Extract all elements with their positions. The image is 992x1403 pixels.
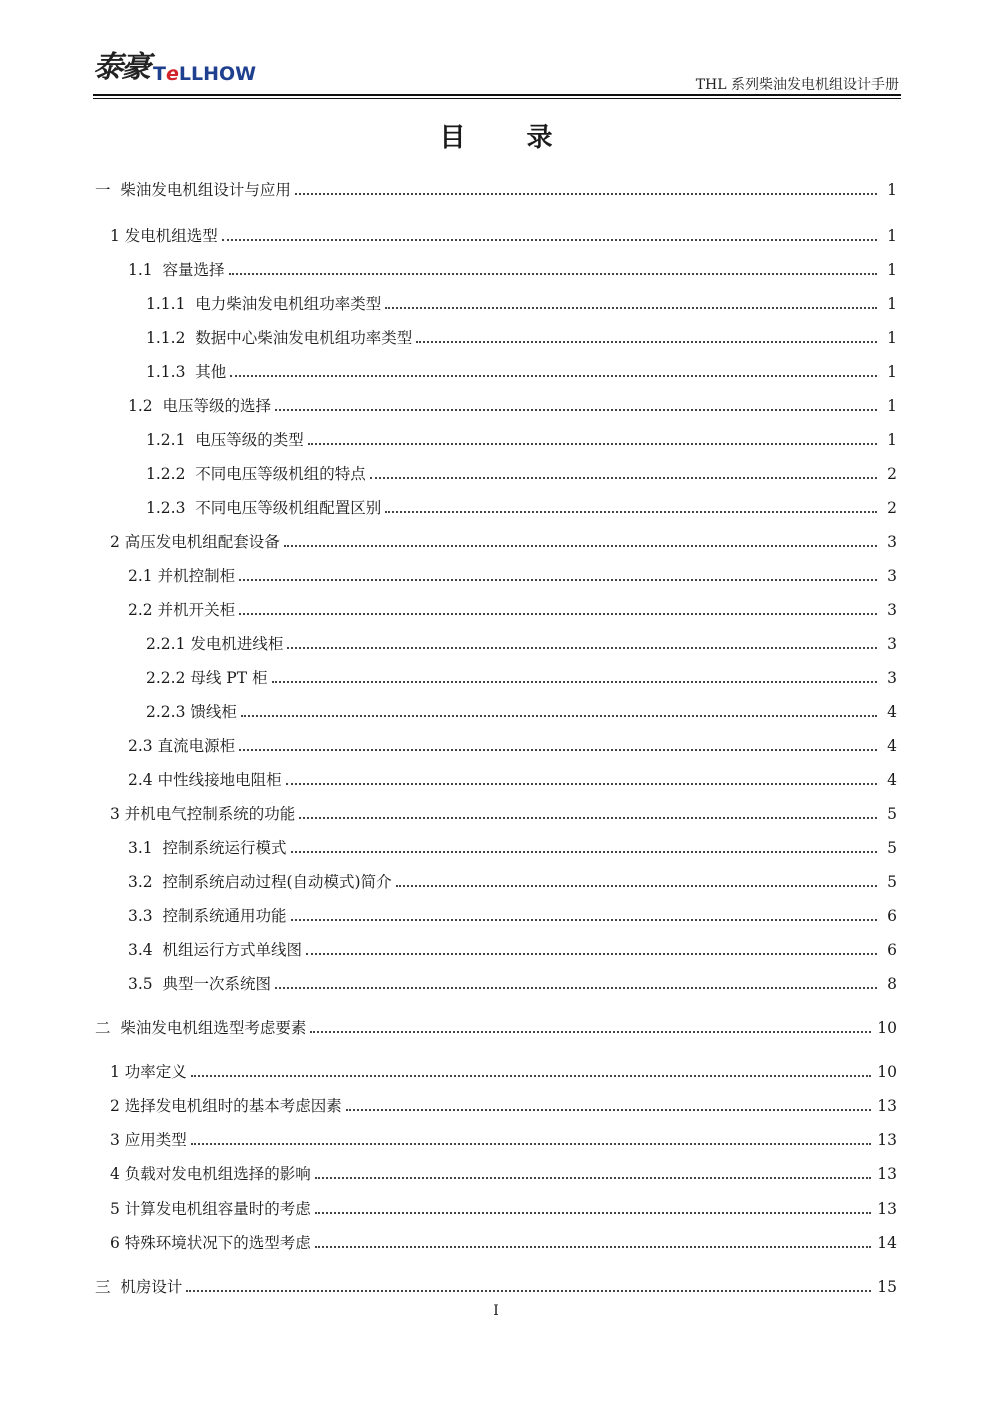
dot-leader [310, 1031, 871, 1033]
toc-entry-page: 1 [887, 329, 897, 347]
dot-leader [272, 681, 878, 683]
toc-entry-page: 3 [887, 669, 897, 687]
toc-entry-page: 1 [887, 181, 897, 199]
toc-entry[interactable] [146, 293, 897, 315]
toc-entry[interactable] [128, 565, 897, 587]
dot-leader [308, 443, 877, 445]
toc-entry-page: 4 [887, 737, 897, 755]
dot-leader [315, 1177, 871, 1179]
toc-entry-page: 10 [877, 1063, 897, 1081]
dot-leader [191, 1143, 871, 1145]
toc-entry[interactable] [146, 463, 897, 485]
toc-entry-label: 3.5 典型一次系统图 [128, 975, 272, 993]
toc-entry-label: 1.1.2 数据中心柴油发电机组功率类型 [146, 329, 413, 347]
toc-entry-page: 13 [877, 1097, 897, 1115]
toc-entry-label: 1.1.3 其他 [146, 363, 227, 381]
logo-chinese-text: 泰豪 [93, 50, 149, 85]
toc-entry[interactable] [110, 803, 897, 825]
dot-leader [191, 1075, 871, 1077]
toc-entry[interactable] [128, 973, 897, 995]
toc-entry-label: 2.1 并机控制柜 [128, 567, 236, 585]
toc-entry[interactable] [128, 837, 897, 859]
toc-entry-page: 13 [877, 1131, 897, 1149]
dot-leader [315, 1246, 871, 1248]
toc-entry-page: 5 [887, 839, 897, 857]
toc-entry-page: 4 [887, 703, 897, 721]
toc-entry-label: 2.4 中性线接地电阻柜 [128, 771, 282, 789]
dot-leader [287, 647, 877, 649]
toc-entry-label: 3 应用类型 [110, 1131, 187, 1149]
dot-leader [385, 511, 877, 513]
toc-entry-page: 14 [877, 1234, 897, 1252]
toc-entry-label: 2 高压发电机组配套设备 [110, 533, 280, 551]
toc-entry[interactable] [95, 1276, 897, 1298]
toc-entry-label: 1.1 容量选择 [128, 261, 225, 279]
dot-leader [222, 239, 877, 241]
toc-entry[interactable] [110, 531, 897, 553]
toc-entry-page: 4 [887, 771, 897, 789]
toc-entry[interactable] [110, 225, 897, 247]
toc-entry-label: 1.2 电压等级的选择 [128, 397, 272, 415]
toc-entry[interactable] [146, 497, 897, 519]
toc-entry[interactable] [146, 429, 897, 451]
toc-entry-label: 3.4 机组运行方式单线图 [128, 941, 303, 959]
toc-entry[interactable] [128, 395, 897, 417]
toc-entry[interactable] [110, 1129, 897, 1151]
toc-entry-page: 2 [887, 465, 897, 483]
document-title: THL 系列柴油发电机组设计手册 [695, 77, 899, 93]
toc-list [95, 0, 897, 1403]
toc-entry-label: 三 机房设计 [95, 1278, 183, 1296]
toc-entry[interactable] [110, 1095, 897, 1117]
dot-leader [295, 193, 877, 195]
dot-leader [284, 545, 877, 547]
dot-leader [286, 783, 877, 785]
toc-entry-page: 6 [887, 941, 897, 959]
dot-leader [239, 613, 877, 615]
toc-entry-label: 2.2 并机开关柜 [128, 601, 236, 619]
toc-entry-label: 3.1 控制系统运行模式 [128, 839, 287, 857]
dot-leader [315, 1212, 871, 1214]
toc-entry-page: 2 [887, 499, 897, 517]
toc-entry-page: 1 [887, 431, 897, 449]
dot-leader [306, 953, 877, 955]
toc-entry[interactable] [146, 327, 897, 349]
toc-entry-page: 15 [877, 1278, 897, 1296]
toc-entry-page: 10 [877, 1019, 897, 1037]
toc-entry-page: 1 [887, 295, 897, 313]
dot-leader [275, 409, 877, 411]
toc-entry[interactable] [110, 1232, 897, 1254]
toc-entry-label: 2.3 直流电源柜 [128, 737, 236, 755]
logo-english-text: TeLLHOW [153, 63, 257, 85]
toc-entry[interactable] [146, 701, 897, 723]
toc-entry-label: 一 柴油发电机组设计与应用 [95, 181, 291, 199]
dot-leader [370, 477, 877, 479]
toc-entry[interactable] [146, 633, 897, 655]
dot-leader [239, 579, 877, 581]
toc-entry-page: 5 [887, 805, 897, 823]
toc-entry[interactable] [110, 1198, 897, 1220]
toc-entry-label: 2.2.1 发电机进线柜 [146, 635, 284, 653]
toc-entry-page: 3 [887, 635, 897, 653]
dot-leader [241, 715, 877, 717]
dot-leader [291, 919, 877, 921]
dot-leader [396, 885, 877, 887]
toc-entry-page: 3 [887, 601, 897, 619]
toc-entry-page: 13 [877, 1165, 897, 1183]
toc-entry-label: 1 发电机组选型 [110, 227, 218, 245]
toc-entry[interactable] [110, 1061, 897, 1083]
toc-entry-page: 8 [887, 975, 897, 993]
toc-entry[interactable] [146, 361, 897, 383]
toc-entry-page: 1 [887, 397, 897, 415]
toc-entry[interactable] [128, 599, 897, 621]
dot-leader [385, 307, 877, 309]
toc-entry[interactable] [110, 1163, 897, 1185]
toc-entry[interactable] [128, 871, 897, 893]
toc-entry-label: 1.1.1 电力柴油发电机组功率类型 [146, 295, 382, 313]
toc-title: 目 录 [439, 123, 579, 153]
toc-entry[interactable] [95, 179, 897, 201]
dot-leader [416, 341, 877, 343]
dot-leader [299, 817, 877, 819]
toc-entry[interactable] [128, 735, 897, 757]
toc-entry-label: 1.2.3 不同电压等级机组配置区别 [146, 499, 382, 517]
toc-entry-label: 1.2.2 不同电压等级机组的特点 [146, 465, 366, 483]
dot-leader [186, 1290, 871, 1292]
toc-entry-page: 5 [887, 873, 897, 891]
toc-entry-label: 3.2 控制系统启动过程(自动模式)简介 [128, 873, 392, 891]
toc-entry-label: 5 计算发电机组容量时的考虑 [110, 1200, 311, 1218]
dot-leader [229, 273, 877, 275]
toc-entry-label: 3 并机电气控制系统的功能 [110, 805, 296, 823]
toc-entry-label: 4 负载对发电机组选择的影响 [110, 1165, 311, 1183]
dot-leader [275, 987, 877, 989]
toc-entry-page: 1 [887, 261, 897, 279]
toc-entry[interactable] [128, 905, 897, 927]
toc-entry-label: 1 功率定义 [110, 1063, 187, 1081]
dot-leader [291, 851, 877, 853]
page-number: I [493, 1303, 499, 1319]
toc-entry-label: 1.2.1 电压等级的类型 [146, 431, 304, 449]
dot-leader [230, 375, 877, 377]
toc-entry[interactable] [128, 769, 897, 791]
toc-entry-page: 13 [877, 1200, 897, 1218]
toc-entry-label: 2.2.3 馈线柜 [146, 703, 237, 721]
toc-entry-page: 3 [887, 567, 897, 585]
toc-entry-page: 1 [887, 363, 897, 381]
dot-leader [239, 749, 877, 751]
toc-entry[interactable] [128, 259, 897, 281]
toc-entry-label: 6 特殊环境状况下的选型考虑 [110, 1234, 311, 1252]
toc-entry[interactable] [128, 939, 897, 961]
toc-entry-label: 2.2.2 母线 PT 柜 [146, 669, 268, 687]
toc-entry-label: 3.3 控制系统通用功能 [128, 907, 287, 925]
toc-entry-label: 二 柴油发电机组选型考虑要素 [95, 1019, 307, 1037]
dot-leader [346, 1109, 871, 1111]
toc-entry-label: 2 选择发电机组时的基本考虑因素 [110, 1097, 342, 1115]
toc-entry[interactable] [95, 1017, 897, 1039]
toc-entry-page: 3 [887, 533, 897, 551]
toc-entry-page: 1 [887, 227, 897, 245]
toc-entry-page: 6 [887, 907, 897, 925]
toc-entry[interactable] [146, 667, 897, 689]
